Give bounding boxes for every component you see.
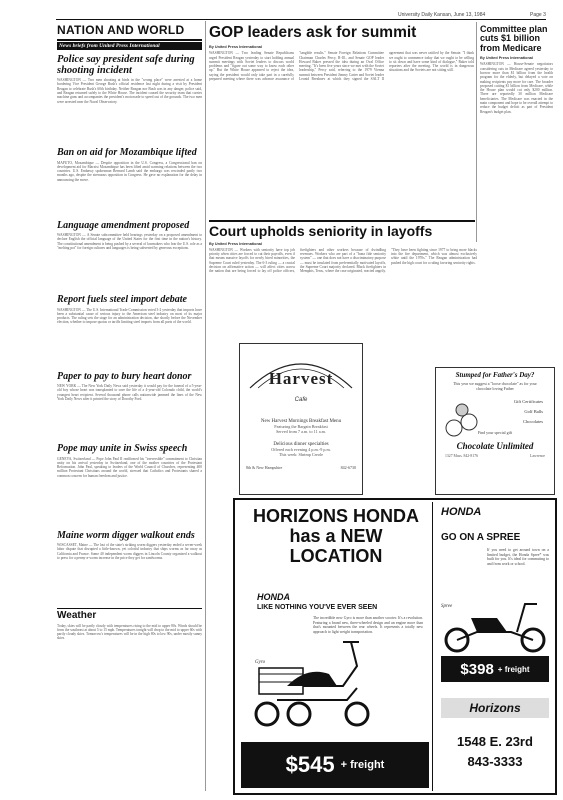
gyro-model: Gyro [255, 660, 266, 665]
dealer-address: 1548 E. 23rd [457, 734, 533, 749]
spree-copy: If you need to get around town on a limited budget, the Honda Spree* was built for you. It's ideal for commuting to and from work or school. [487, 548, 549, 566]
masthead-paper: University Daily Kansan, June 13, 1984 [398, 12, 486, 18]
column-divider [476, 22, 477, 242]
dealer-logo [441, 698, 549, 718]
honda-brand: HONDA [257, 592, 290, 602]
section-rule [57, 39, 202, 41]
fathers-sub: This year we suggest a "loose chocolate" as for your chocolate loving Father [453, 381, 537, 391]
chocolate-addr: 1327 Mass. 842-8176 [445, 454, 479, 458]
court-body: WASHINGTON — Workers with seniority have top job priority when cities are forced to cut their payrolls, even if that means massive layoffs for newly hired minorities, the Supreme Court ruled yesterday. The 6-3 ruling — a crucial decision on affirmative action — will affect cities across the nation that are being forced to lay off police officers, firefighters and other workers because of dwindling revenues. Workers who are part of a "bona fide seniority system" — one that does not have a discriminatory purpose — must be insulated from preferentially motivated layoffs, the Supreme Court majority declared. Black firefighters in Memphis, Tenn., where the case originated, reacted angrily. "They have been fighting since 1977 to bring more blacks into the fire department, which was almost exclusively white until the 1970s." The Reagan administration had pushed the high court for a ruling favoring seniority rights. [209, 247, 477, 274]
brief-headline: Paper to pay to bury heart donor [57, 371, 192, 382]
gyro-price: $545 [285, 752, 335, 777]
harvest-logo [244, 348, 358, 392]
harvest-phone: 842-6730 [340, 465, 356, 470]
brief-headline: Maine worm digger walkout ends [57, 530, 195, 541]
weather-rule [57, 608, 202, 609]
gyro-freight: + freight [340, 759, 385, 771]
brief-headline: Police say president safe during shooting incident [57, 54, 195, 77]
honda-copy: The incredible new Gyro is more than another scooter. It's a revolution. Featuring a brand new, three-wheeled design and an engine more than that's mounted between the rear wheels. It represents a totally new approach to light weight transportation. [313, 616, 423, 634]
brief-headline: Ban on aid for Mozambique lifted [57, 148, 197, 159]
gyro-price-box [241, 742, 429, 788]
story-headline: GOP leaders ask for summit [209, 24, 417, 41]
fathers-item: Golf Balls [524, 409, 543, 414]
harvest-brand: Harvest [268, 369, 334, 388]
spree-freight: + freight [497, 664, 530, 674]
fathers-head: Stumped for Father's Day? [455, 371, 535, 379]
harvest-line3: Served from 7 a.m. to 11 a.m. [276, 429, 326, 434]
brief-body: WISCASSET, Maine — The last of the state's striking worm diggers yesterday ended a seven-week labor dispute that disrupted a little-known, yet colorful industry that ships worms as far away as California and France. Some 40 independent worm diggers in Lincoln County organized a walkout to press for a penny-a-worm increase in the price they get for sandworms. [57, 543, 202, 560]
brief-headline: Language amendment proposed [57, 220, 190, 231]
fathers-day-ad [435, 367, 555, 495]
harvest-line6: This week: Shrimp Creole [278, 452, 324, 457]
harvest-line4: Delicious dinner specialties [273, 442, 329, 447]
section-subtitle: News briefs from United Press International [57, 42, 202, 50]
chocolate-brand: Chocolate Unlimited [456, 441, 534, 451]
story-byline: By United Press International [209, 45, 262, 50]
brief-body: GENEVA, Switzerland — Pope John Paul II reaffirmed his "irreversible" commitment to Christian unity on his arrival yesterday in Switzerland, one of the mother countries of the Protestant Reformation. John Paul, speaking to leaders of the World Council of Churches, representing 400 million Protestant Christians around the world, stressed that Catholics and Protestants shared a common concern for human freedom and justice. [57, 456, 202, 478]
brief-headline: Report fuels steel import debate [57, 295, 187, 306]
harvest-sub: Cafe [294, 397, 308, 403]
side-headline: Committee plan cuts $1 billion from Medicare [480, 24, 548, 53]
story-body: WASHINGTON — Two leading Senate Republicans urged President Reagan yesterday to start holding annual summit meetings with Soviet leaders to discuss world problems and "figure out some way to know each other up." But the White House appeared to reject the idea, saying the president would only take part in a carefully prepared meeting where there was advance assurance of "tangible results." Senate Foreign Relations Committee Chairman Charles Percy, R-Ill., and Senate GOP leader Howard Baker pressed the idea during an Oval Office meeting. "It's been five years since we met with the Soviet leadership," Percy said, referring to the 1979 Vienna summit between President Jimmy Carter and Soviet leader Leonid Brezhnev at which they signed the SALT II agreement that was never ratified by the Senate. "I think we ought to commence today that we ought to be willing to sit down and have some kind of dialogue," Baker told reporters after the meeting. The world is in dangerous situations and the Soviets are not sitting still. [209, 51, 474, 82]
brief-headline: Pope may unite in Swiss speech [57, 444, 188, 455]
section-title: NATION AND WORLD [57, 23, 185, 37]
spree-scooter-icon [441, 598, 551, 656]
fathers-item: Chocolates [523, 419, 543, 424]
spree-price-box [441, 656, 549, 682]
gop-story [209, 22, 474, 240]
nation-world-section [57, 21, 202, 799]
harvest-line2: Featuring the Bargain Breakfast [274, 424, 328, 429]
chocolate-hours: Lawrence [530, 454, 545, 458]
harvest-ad [239, 343, 363, 495]
dealer-name: Horizons [469, 701, 521, 715]
fathers-item: Gift Certificates [513, 399, 543, 404]
harvest-addr: 8th & New Hampshire [246, 465, 283, 470]
court-byline: By United Press International [209, 241, 262, 246]
side-byline: By United Press International [480, 56, 533, 61]
court-headline: Court upholds seniority in layoffs [209, 224, 433, 239]
brief-body: WASHINGTON — A Senate subcommittee held hearings yesterday on a proposed amendment to declare English the official language of the United States for the first time in the nation's history. The constitutional amendment is being pushed by a several of lawmakers who fear the U.S. role as a "melting pot" for foreign cultures and languages is being subverted by generous exceptions. [57, 233, 202, 250]
masthead-page: Page 3 [530, 12, 546, 18]
medicare-story [480, 22, 553, 367]
harvest-line1: New Harvest Mornings Breakfast Menu [260, 419, 342, 424]
weather-head: Weather [57, 611, 97, 622]
weather-body: Today, skies will be partly cloudy with temperatures rising to the mid to upper 80s. Winds should be from the southeast at about 5 to 15 mph. Temperatures tonight will drop to the mid to upper 60s with partly cloudy skies. Tomorrow's temperatures will be in the high 80s to low 90s, under mostly sunny skies. [57, 623, 202, 641]
court-rule [209, 220, 475, 222]
spree-headline: GO ON A SPREE [441, 532, 521, 543]
court-story [209, 224, 477, 339]
top-rule [56, 19, 546, 20]
honda-ad [233, 498, 557, 795]
honda-tagline: LIKE NOTHING YOU'VE EVER SEEN [257, 604, 378, 611]
harvest-line5: Offered each evening 4 p.m.-9 p.m. [271, 447, 331, 452]
brief-body: WASHINGTON — The U.S. International Trade Commission voted 3-2 yesterday that imports have been a substantial cause of serious injury to the American steel industry on most of its major products. The ruling sets the stage for an administration decision, due shortly before the November election, whether to impose quotas or tariffs limiting steel imports from all parts of the world. [57, 307, 202, 325]
brief-body: MAPUTO, Mozambique — Despite opposition in the U.S. Congress, a Congressional ban on development aid for Marxist Mozambique has been lifted amid warming relations between the two countries. U.S. Embassy spokesman Bernard Lamb said the embargo was rescinded partly two months ago, despite the strenuous opposition in Congress. He gave no explanation for the delay in announcing the move. [57, 160, 202, 182]
side-body: WASHINGTON — House-Senate negotiators considering cuts in Medicare agreed yesterday to borrow more than $1 billion from the health program for the elderly, but delayed a vote on making recipients pay more for care. The broader proposed cutting $1 billion from Medicare, while the House plan would cut only $200 million. There are reportedly 30 million Medicare beneficiaries. The Medicare was enacted in the main component and hope to be overall attempt to reduce the budget deficit as part of President Reagan's budget plan. [480, 62, 553, 114]
column-divider [205, 21, 206, 791]
spree-price: $398 [460, 660, 494, 678]
dealer-phone: 843-3333 [467, 754, 523, 769]
fathers-extra: Find your special gift [477, 430, 513, 435]
golf-balls-icon [442, 398, 482, 440]
brief-body: NEW YORK — The New York Daily News said yesterday it would pay for the funeral of a 5-year-old boy whose heart was transplanted to save the life of a 4-year-old Colorado child, the world's youngest heart recipient. Several thousand phone calls nationwide jammed the lines of the New York Daily News after it printed the story of Dorothy Ford. [57, 384, 202, 401]
brief-body: WASHINGTON — Two men shooting at birds in the "wrong place" were arrested at a home bordering Vice President George Bush's official residence last night during a visit by President Reagan to celebrate Bush's 60th birthday. Neither Reagan nor Bush was in any danger, police said, and Reagan returned safely to the White House. The incident caused the security team that carries machine guns and accompanies the president's motorcade to speed out of the grounds. The two men were arrested near the Naval Observatory. [57, 78, 202, 104]
spree-model: Spree [441, 604, 453, 609]
honda-headline: HORIZONS HONDA has a NEW LOCATION [253, 506, 419, 566]
gyro-scooter-icon [247, 630, 377, 734]
honda-brand-2: HONDA [441, 506, 482, 518]
